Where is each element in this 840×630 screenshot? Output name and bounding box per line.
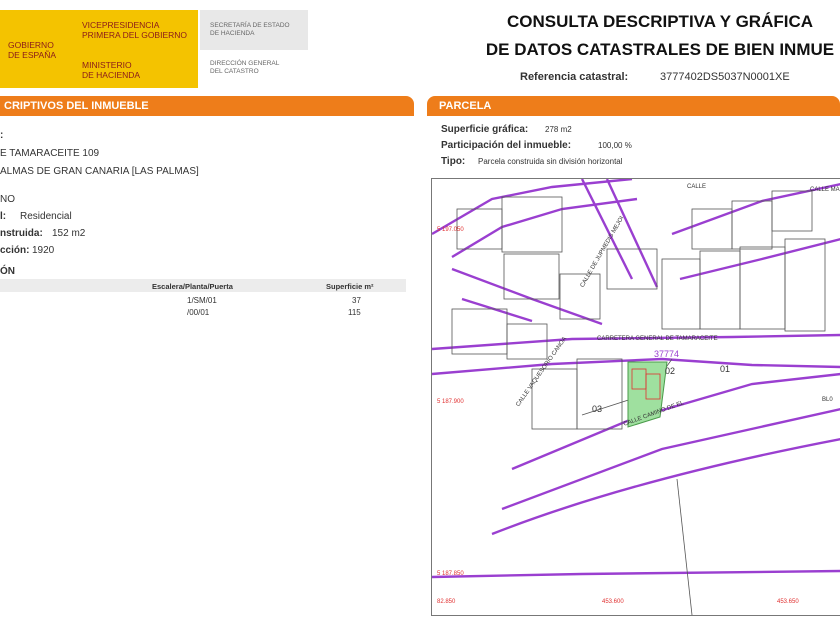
parcel-number-label: 37774	[654, 349, 680, 359]
parcel-01-label: 01	[720, 364, 731, 374]
clase-value: NO	[0, 194, 15, 205]
superficie-construida-value: 152 m2	[52, 228, 86, 239]
localizacion-label: :	[0, 130, 4, 141]
direccion-general-text: DIRECCIÓN GENERAL DEL CATASTRO	[210, 60, 280, 75]
coord-bottom-1: 82.850	[437, 599, 456, 605]
street-top-right-label: CALLE MA	[810, 187, 840, 193]
street-top-left-label: CALLE	[687, 184, 707, 190]
section-title-inmueble: CRIPTIVOS DEL INMUEBLE	[4, 100, 149, 112]
address-line1: E TAMARACEITE 109	[0, 148, 100, 159]
participacion-label: Participación del inmueble:	[441, 140, 572, 151]
street-camino-label: CALLE CAMINO DE EL	[622, 400, 685, 428]
uso-label: l:	[0, 211, 7, 222]
uso-value: Residencial	[20, 211, 72, 222]
tipo-value: Parcela construida sin división horizontal	[478, 157, 623, 166]
table-cell-superficie-1: 37	[352, 296, 361, 305]
anio-construccion-value: 1920	[32, 245, 55, 256]
ref-catastral-value: 3777402DS5037N0001XE	[660, 71, 790, 83]
coord-bottom-3: 453.650	[777, 599, 799, 605]
street-carretera-label: CARRETERA GENERAL DE TAMARACEITE	[597, 336, 718, 342]
coord-left-2: 5 187.900	[437, 399, 464, 405]
gov-logo-block	[0, 10, 198, 88]
map-bl-label: BL0	[822, 397, 833, 403]
construccion-label: ÓN	[0, 266, 15, 277]
address-line2: ALMAS DE GRAN CANARIA [LAS PALMAS]	[0, 166, 199, 177]
superficie-grafica-value: 278 m2	[545, 125, 572, 134]
cadastral-map[interactable]	[431, 178, 840, 616]
table-header-escalera: Escalera/Planta/Puerta	[152, 282, 233, 291]
secretaria-block	[200, 10, 308, 50]
table-cell-superficie-2: 115	[348, 308, 361, 317]
coord-left-1: 5 197.050	[437, 227, 464, 233]
page-title-line2: DE DATOS CATASTRALES DE BIEN INMUE	[485, 40, 835, 59]
gov-spain-text: GOBIERNO DE ESPAÑA	[8, 40, 57, 60]
superficie-construida-label: nstruida:	[0, 228, 43, 239]
anio-construccion-label: cción:	[0, 245, 30, 256]
coord-bottom-2: 453.600	[602, 599, 624, 605]
table-cell-planta-1: 1/SM/01	[187, 296, 217, 305]
parcel-02-label: 02	[665, 366, 676, 376]
street-diag1-label: CALLE DE JUPMEDIS MEJOI	[579, 215, 626, 289]
parcel-03-label: 03	[592, 404, 603, 414]
participacion-value: 100,00 %	[598, 141, 632, 150]
coord-left-3: 5 187.850	[437, 571, 464, 577]
vicepresidencia-text: VICEPRESIDENCIA PRIMERA DEL GOBIERNO	[82, 20, 188, 40]
map-drawing	[432, 179, 840, 615]
ref-catastral-label: Referencia catastral:	[520, 71, 629, 83]
section-bar-parcela	[427, 96, 840, 116]
superficie-grafica-label: Superficie gráfica:	[441, 124, 529, 135]
table-header-superficie: Superficie m²	[326, 282, 374, 291]
tipo-label: Tipo:	[441, 156, 466, 167]
street-diag2-label: CALLE VAQUESORIO CANOA	[515, 336, 569, 408]
section-bar-inmueble	[0, 96, 414, 116]
section-title-parcela: PARCELA	[439, 100, 492, 112]
page-title-line1: CONSULTA DESCRIPTIVA Y GRÁFICA	[506, 12, 814, 31]
ministerio-text: MINISTERIO DE HACIENDA	[82, 60, 141, 80]
table-cell-planta-2: /00/01	[187, 308, 210, 317]
secretaria-text: SECRETARÍA DE ESTADO DE HACIENDA	[210, 22, 290, 37]
